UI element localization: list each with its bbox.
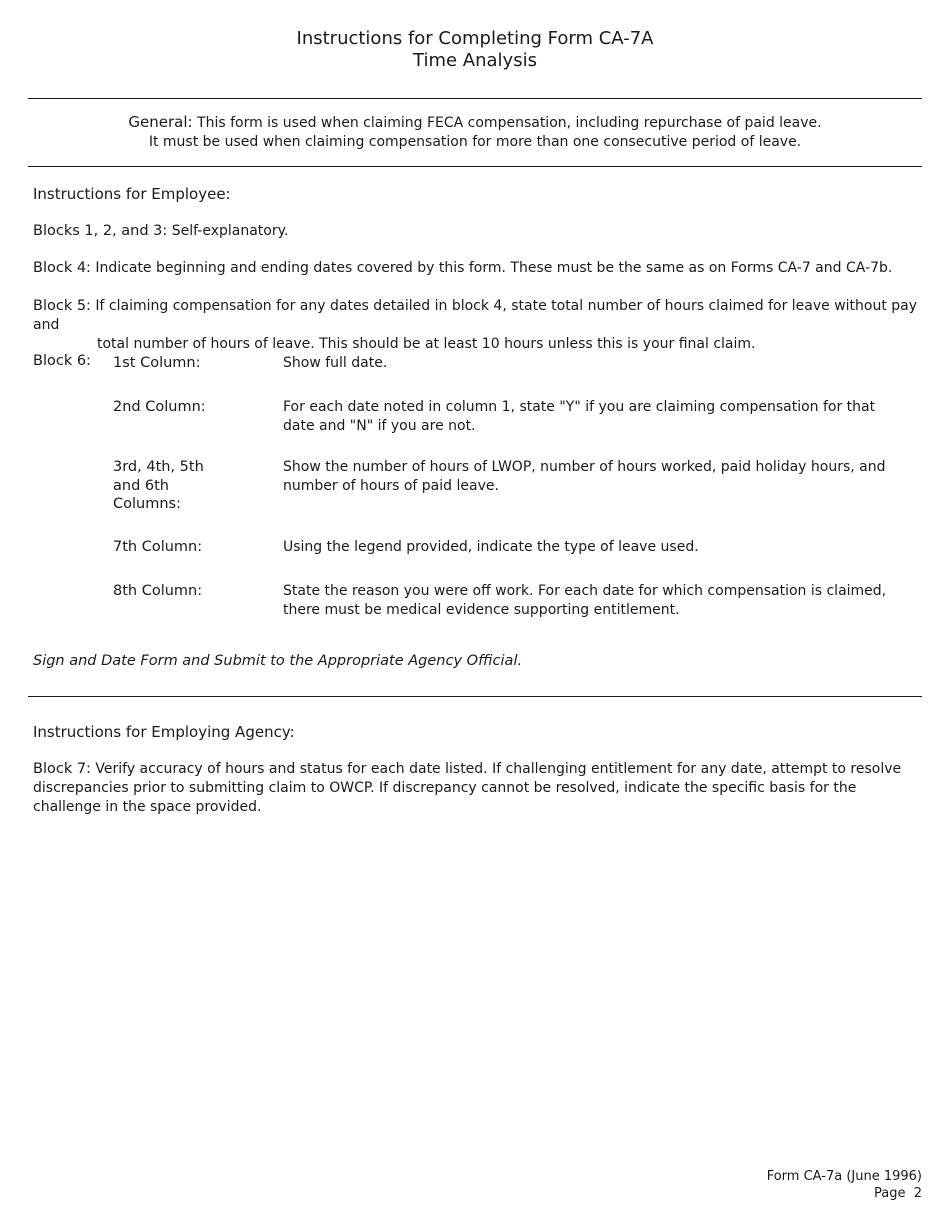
block-4-label: Block 4: [33, 260, 91, 276]
general-label: General: [128, 113, 193, 131]
column-3-6-desc: Show the number of hours of LWOP, number of hours worked, paid holiday hours, and number of hours of paid leave. [283, 459, 886, 494]
divider [28, 166, 922, 167]
page-number: Page 2 [873, 1186, 922, 1201]
sign-note: Sign and Date Form and Submit to the Appropriate Agency Official. [33, 653, 523, 669]
blocks-1-3-label: Blocks 1, 2, and 3: [33, 223, 168, 239]
block-4-text: Indicate beginning and ending dates covered by this form. These must be the same as on Forms CA-7 and CA-7b. [95, 260, 893, 276]
general-line-2: It must be used when claiming compensation for more than one consecutive period of leave. [148, 134, 802, 150]
block-7-text: Verify accuracy of hours and status for each date listed. If challenging entitlement for any date, attempt to resolve discrepancies prior to submitting claim to OWCP. If discrepancy cannot be resolved, indicate the specific basis for the challenge in the space provided. [33, 761, 902, 815]
general-text-1: This form is used when claiming FECA compensation, including repurchase of paid leave. [197, 115, 822, 131]
divider [28, 696, 922, 697]
block-5-line-1 [33, 297, 923, 335]
column-2-desc: For each date noted in column 1, state "Y" if you are claiming compensation for that date and "N" if you are not. [283, 399, 876, 434]
divider [28, 98, 922, 99]
block-7 [33, 760, 917, 817]
employee-heading: Instructions for Employee: [33, 185, 231, 203]
column-7-desc: Using the legend provided, indicate the type of leave used. [283, 539, 699, 555]
column-2-label: 2nd Column: [113, 399, 206, 415]
block-5 [33, 297, 923, 354]
block-6-label: Block 6: [33, 353, 91, 369]
agency-heading: Instructions for Employing Agency: [33, 723, 295, 741]
general-note [28, 113, 922, 152]
column-1-label: 1st Column: [113, 355, 201, 371]
block-5-label: Block 5: [33, 298, 91, 314]
column-8-desc: State the reason you were off work. For each date for which compensation is claimed, there must be medical evidence supporting entitlement. [283, 583, 887, 618]
block-4 [33, 259, 892, 278]
form-id: Form CA-7a (June 1996) [766, 1169, 922, 1184]
general-line-1 [28, 113, 922, 133]
block-7-label: Block 7: [33, 761, 91, 777]
column-8-label: 8th Column: [113, 583, 203, 599]
blocks-1-3 [33, 222, 288, 241]
column-7-label: 7th Column: [113, 539, 203, 555]
blocks-1-3-text: Self-explanatory. [171, 223, 289, 239]
column-1-desc: Show full date. [283, 355, 388, 371]
page-subtitle: Time Analysis [413, 50, 537, 71]
page-title: Instructions for Completing Form CA-7A [296, 28, 654, 49]
block-5-line-2: total number of hours of leave. This should be at least 10 hours unless this is your final claim. [97, 336, 756, 352]
column-3-6-label: 3rd, 4th, 5th and 6th Columns: [113, 459, 204, 512]
block-5-text-1: If claiming compensation for any dates detailed in block 4, state total number of hours claimed for leave without pay and [33, 298, 918, 333]
